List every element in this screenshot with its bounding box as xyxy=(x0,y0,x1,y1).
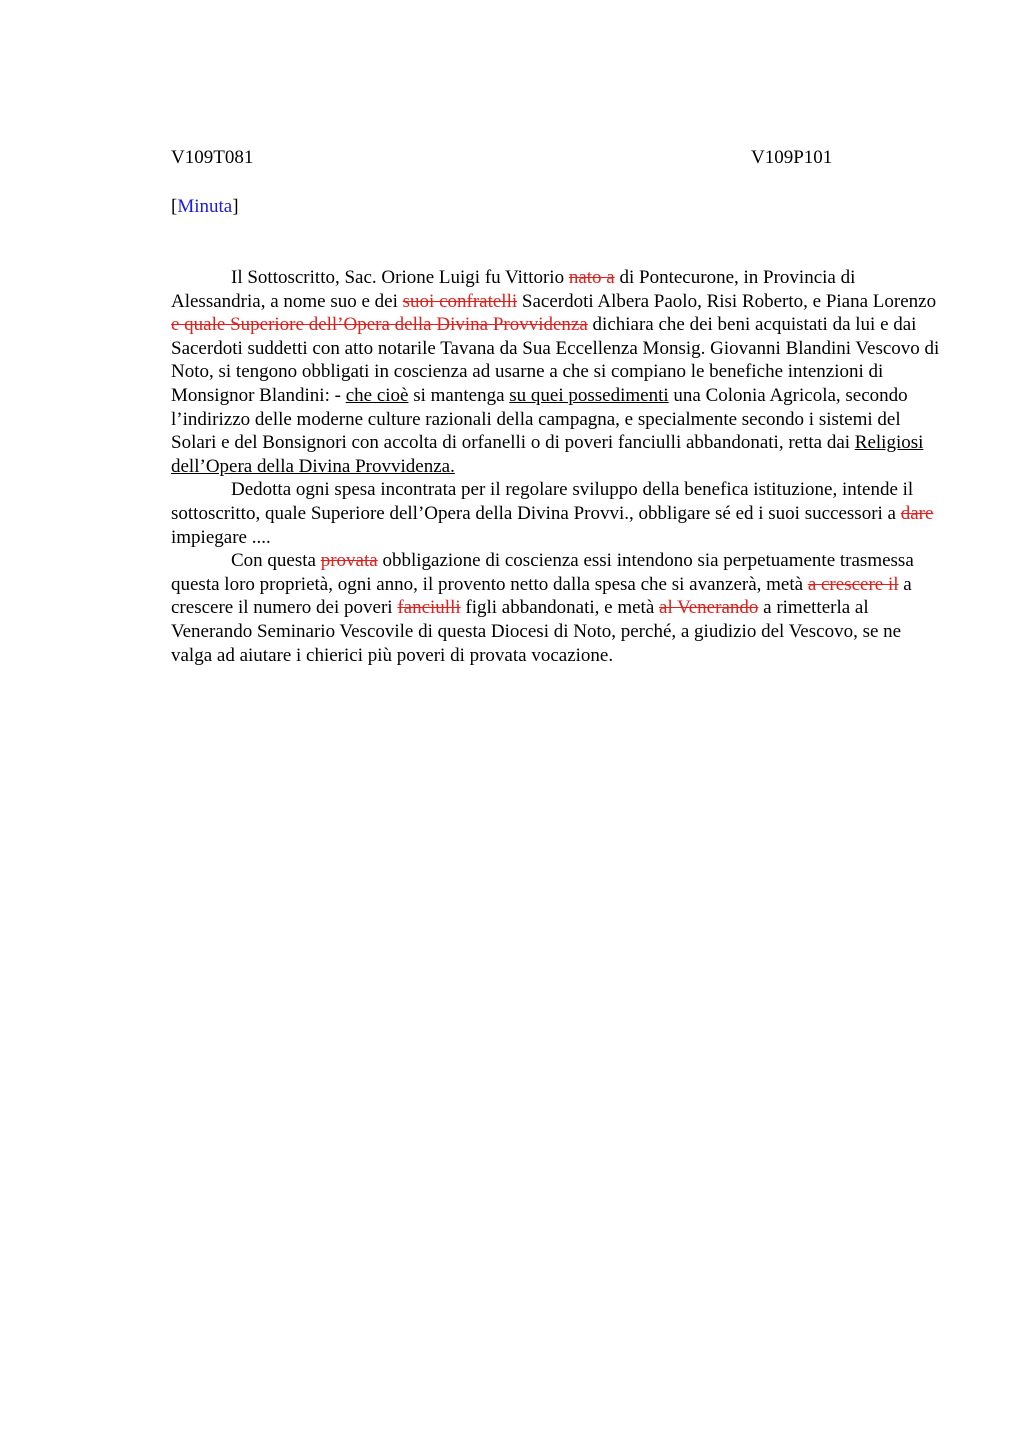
text-segment: a rimetterla al Venerando Seminario Vescovile di questa Diocesi di Noto, perché, a giudizio del Vescovo, se ne valga ad aiutare i chierici più poveri di provata vocazione. xyxy=(171,597,902,666)
underlined-text: Religiosi dell’Opera della Divina Provvidenza. xyxy=(171,432,924,477)
deleted-text: suoi confratelli xyxy=(402,290,518,312)
text-segment: obbligazione di coscienza essi intendono sia perpetuamente trasmessa questa loro proprietà, ogni anno, il provento netto dalla spesa che si avanzerà, metà xyxy=(171,550,914,595)
deleted-text: a crescere il xyxy=(807,573,899,595)
bracket-close: ] xyxy=(232,196,239,217)
text-segment: figli abbandonati, e metà xyxy=(460,597,660,619)
text-segment: dichiara che dei beni acquistati da lui e dai Sacerdoti suddetti con atto notarile Tavana da Sua Eccellenza Monsig. Giovanni Blandini Vescovo di Noto, si tengono obbligati in coscienza ad usarne a che si compiano le benefiche intenzioni di Monsignor Blandini: - xyxy=(171,314,940,406)
text-segment: Sacerdoti Albera Paolo, Risi Roberto, e Piana Lorenzo xyxy=(517,290,937,312)
draft-label xyxy=(171,195,239,219)
draft-label-text: Minuta xyxy=(177,196,233,217)
deleted-text: provata xyxy=(320,550,378,572)
deleted-text: dare xyxy=(900,502,934,524)
text-segment: Con questa xyxy=(231,550,321,572)
text-segment: una Colonia Agricola, secondo l’indirizzo delle moderne culture razionali della campagna, e specialmente secondo i sistemi del Solari e del Bonsignori con accolta di orfanelli o di poveri fanciulli abbandonati, retta dai xyxy=(171,384,908,454)
document-code-left: V109T081 xyxy=(171,147,254,168)
paragraph-3 xyxy=(171,549,941,667)
underlined-text: che cioè xyxy=(345,384,409,406)
document-code-right: V109P101 xyxy=(751,147,833,168)
text-segment: impiegare .... xyxy=(171,526,271,548)
paragraph-1 xyxy=(171,266,941,478)
text-segment: si mantenga xyxy=(408,384,510,406)
document-body xyxy=(171,266,941,667)
bracket-open: [ xyxy=(171,196,178,217)
text-segment: Il Sottoscritto, Sac. Orione Luigi fu Vittorio xyxy=(231,267,569,288)
paragraph-2 xyxy=(171,478,941,549)
text-segment: a crescere il numero dei poveri xyxy=(171,573,912,619)
deleted-text: nato a xyxy=(568,267,615,288)
deleted-text: al Venerando xyxy=(659,597,759,619)
underlined-text: su quei possedimenti xyxy=(509,384,669,406)
text-segment: Dedotta ogni spesa incontrata per il regolare sviluppo della benefica istituzione, intende il sottoscritto, quale Superiore dell’Opera della Divina Provvi., obbligare sé ed i suoi successori a xyxy=(171,479,914,524)
deleted-text: e quale Superiore dell’Opera della Divina Provvidenza xyxy=(171,314,588,336)
text-segment: di Pontecurone, in Provincia di Alessandria, a nome suo e dei xyxy=(171,267,856,312)
deleted-text: fanciulli xyxy=(397,597,461,619)
